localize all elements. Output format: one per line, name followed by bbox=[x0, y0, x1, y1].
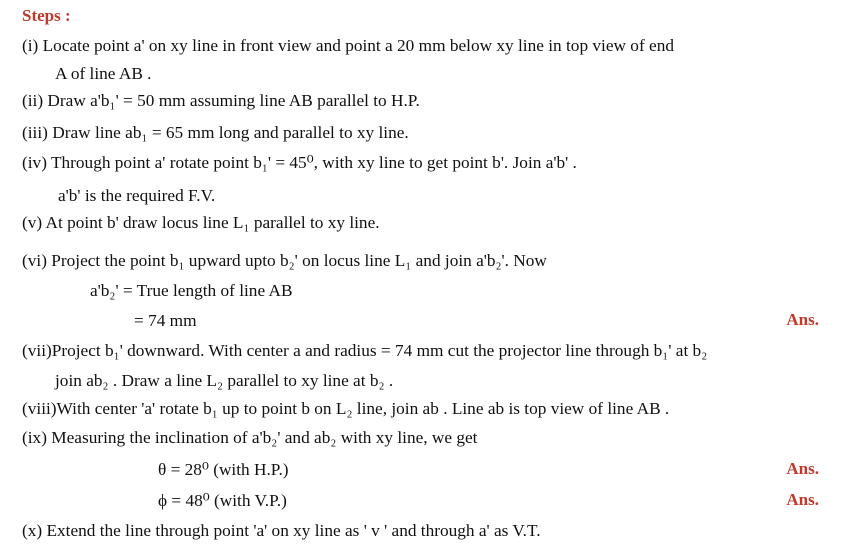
step-ix-phi: ϕ = 48⁰ (with V.P.) bbox=[158, 491, 287, 510]
step-vii-line-2: join ab₂ . Draw a line L₂ parallel to xy line at b₂ . bbox=[55, 371, 394, 390]
step-i-line-2: A of line AB . bbox=[55, 64, 152, 83]
answer-label: Ans. bbox=[786, 490, 819, 509]
step-iv-line-1: (iv) Through point a' rotate point b₁' = 45⁰, with xy line to get point b'. Join a'b' . bbox=[22, 153, 577, 172]
answer-label: Ans. bbox=[786, 459, 819, 478]
steps-heading: Steps : bbox=[22, 6, 71, 25]
step-i-line-1: (i) Locate point a' on xy line in front view and point a 20 mm below xy line in top view of end bbox=[22, 36, 674, 55]
step-ix-theta: θ = 28⁰ (with H.P.) bbox=[158, 460, 289, 479]
step-x: (x) Extend the line through point 'a' on xy line as ' v ' and through a' as V.T. bbox=[22, 521, 541, 540]
step-ix-line-1: (ix) Measuring the inclination of a'b₂' and ab₂ with xy line, we get bbox=[22, 428, 478, 447]
step-vi-line-3: = 74 mm bbox=[134, 311, 197, 330]
step-iii: (iii) Draw line ab₁ = 65 mm long and parallel to xy line. bbox=[22, 123, 409, 142]
step-viii: (viii)With center 'a' rotate b₁ up to point b on L₂ line, join ab . Line ab is top view of line AB . bbox=[22, 399, 670, 418]
step-vi-line-2: a'b₂' = True length of line AB bbox=[90, 281, 293, 300]
step-vi-line-1: (vi) Project the point b₁ upward upto b₂' on locus line L₁ and join a'b₂'. Now bbox=[22, 251, 547, 270]
step-ii: (ii) Draw a'b₁' = 50 mm assuming line AB parallel to H.P. bbox=[22, 91, 420, 110]
answer-label: Ans. bbox=[786, 310, 819, 329]
step-vii-line-1: (vii)Project b₁' downward. With center a and radius = 74 mm cut the projector line through b₁' at b₂ bbox=[22, 341, 708, 360]
step-iv-line-2: a'b' is the required F.V. bbox=[58, 186, 216, 205]
step-v: (v) At point b' draw locus line L₁ parallel to xy line. bbox=[22, 213, 380, 232]
